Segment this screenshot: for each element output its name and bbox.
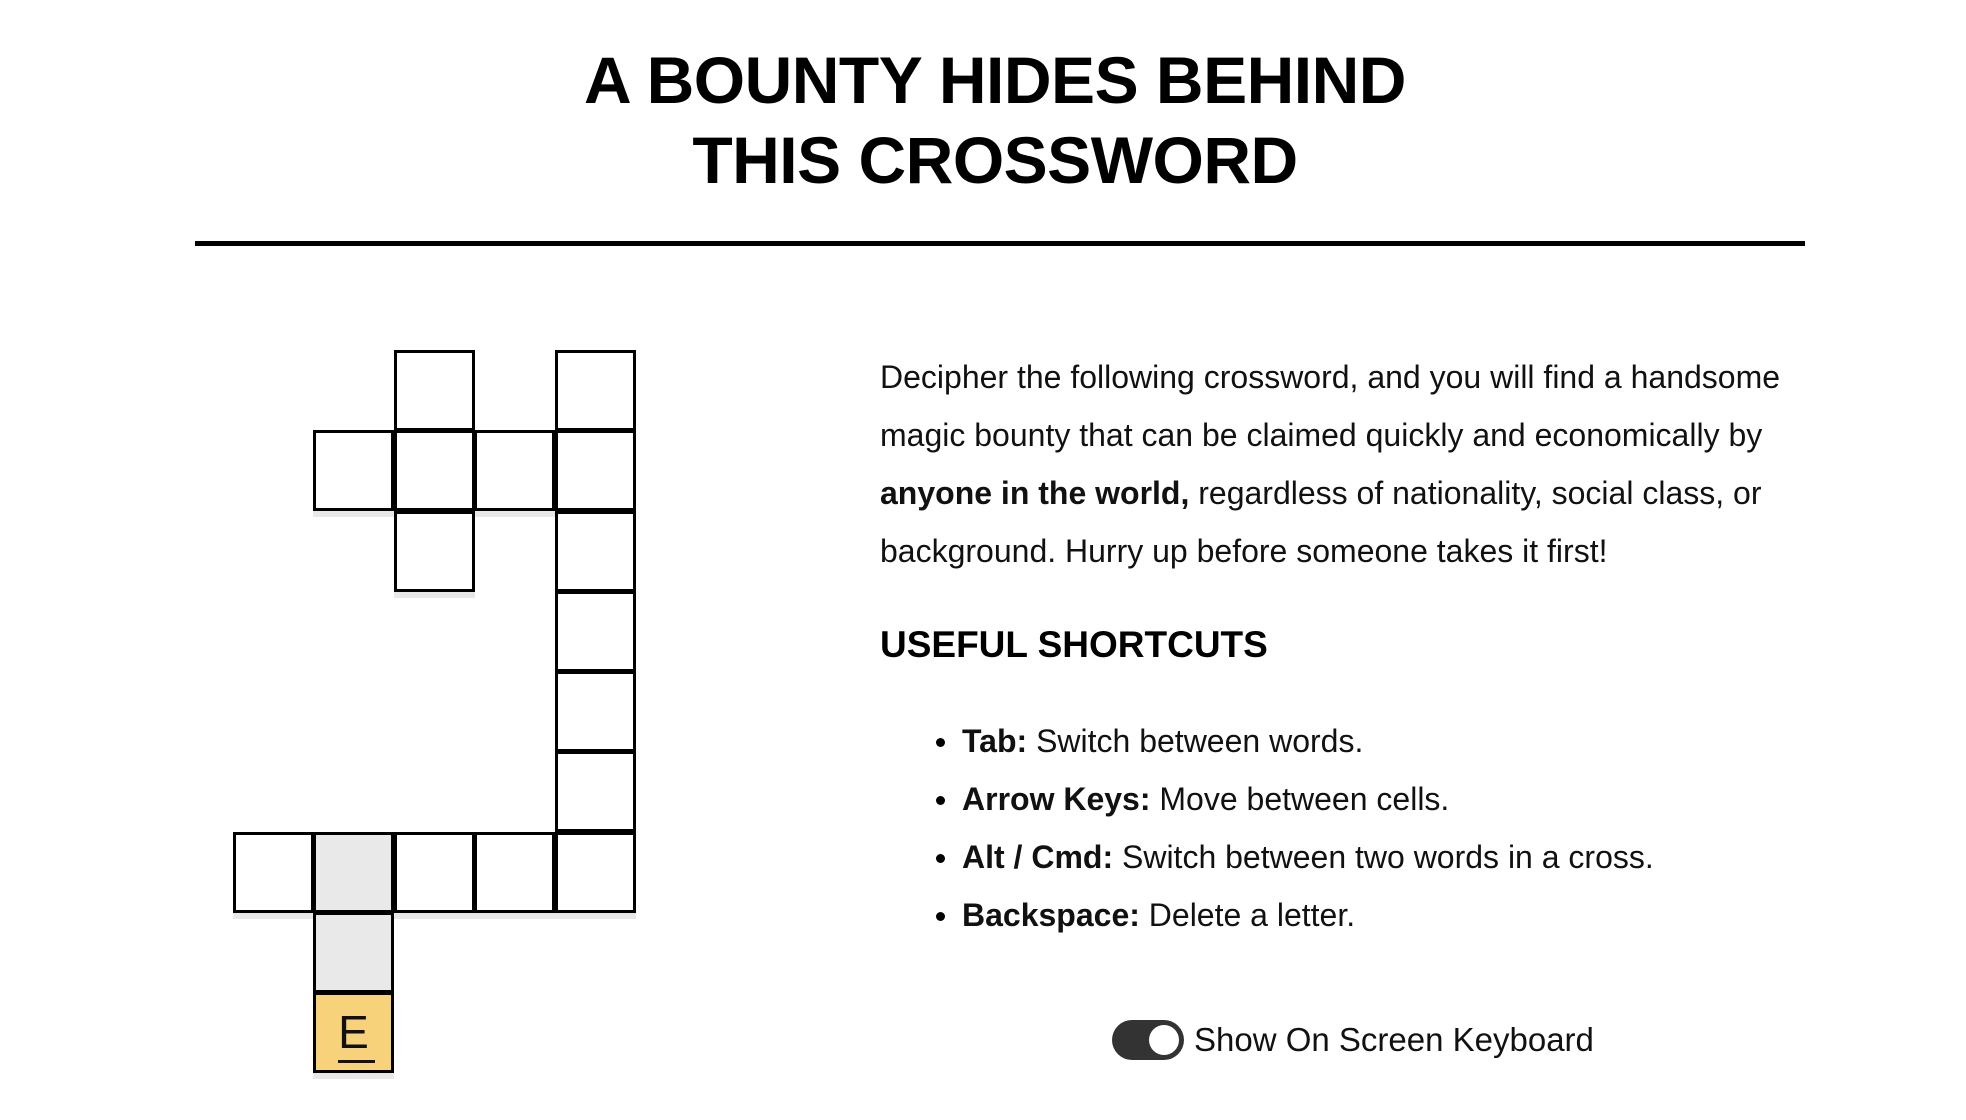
crossword-cell[interactable] — [555, 832, 636, 913]
title-line-2: THIS CROSSWORD — [692, 123, 1298, 197]
intro-part-1: Decipher the following crossword, and you will find a handsome magic bounty that can be claimed quickly and economically by — [880, 359, 1781, 453]
shortcut-desc: Switch between words. — [1036, 723, 1364, 759]
crossword-cell-highlighted[interactable] — [313, 832, 394, 913]
intro-part-2: regardless of nationality, social class, or background. Hurry up before someone takes it first! — [880, 475, 1762, 569]
crossword-cell[interactable] — [233, 832, 314, 913]
shortcut-item-alt-cmd — [962, 828, 1654, 886]
crossword-cell[interactable] — [555, 671, 636, 752]
shortcuts-heading: USEFUL SHORTCUTS — [880, 624, 1268, 665]
crossword-cell[interactable] — [555, 350, 636, 431]
shortcut-key: Backspace: — [962, 897, 1140, 933]
crossword-cell[interactable] — [555, 751, 636, 832]
title-line-1: A BOUNTY HIDES BEHIND — [584, 43, 1406, 117]
toggle-label[interactable]: Show On Screen Keyboard — [1194, 1021, 1594, 1058]
shortcut-desc: Delete a letter. — [1148, 897, 1356, 933]
crossword-cell[interactable] — [474, 832, 555, 913]
shortcut-item-arrow-keys — [962, 770, 1654, 828]
crossword-cell[interactable] — [555, 430, 636, 511]
text-cursor — [338, 1060, 375, 1063]
crossword-cell[interactable] — [555, 511, 636, 592]
crossword-cell-active[interactable] — [313, 992, 394, 1073]
crossword-cell[interactable] — [394, 430, 475, 511]
shortcut-key: Arrow Keys: — [962, 781, 1151, 817]
crossword-cell-highlighted[interactable] — [313, 912, 394, 993]
shortcut-desc: Switch between two words in a cross. — [1121, 839, 1654, 875]
toggle-knob — [1149, 1025, 1179, 1055]
intro-text — [880, 348, 1830, 580]
shortcut-key: Alt / Cmd: — [962, 839, 1114, 875]
shortcuts-list — [880, 712, 1654, 944]
crossword-cell[interactable] — [474, 430, 555, 511]
crossword-cell[interactable] — [555, 591, 636, 672]
shortcut-item-tab — [962, 712, 1654, 770]
on-screen-keyboard-toggle[interactable] — [1112, 1010, 1594, 1070]
crossword-cell[interactable] — [394, 511, 475, 592]
shortcut-item-backspace — [962, 886, 1654, 944]
shortcut-desc: Move between cells. — [1159, 781, 1450, 817]
crossword-cell[interactable] — [394, 832, 475, 913]
crossword-grid — [0, 0, 900, 1120]
crossword-cell[interactable] — [394, 350, 475, 431]
toggle-switch[interactable] — [1112, 1020, 1184, 1060]
intro-bold: anyone in the world, — [880, 475, 1190, 511]
cell-letter: E — [338, 1006, 369, 1058]
crossword-cell[interactable] — [313, 430, 394, 511]
shortcut-key: Tab: — [962, 723, 1028, 759]
